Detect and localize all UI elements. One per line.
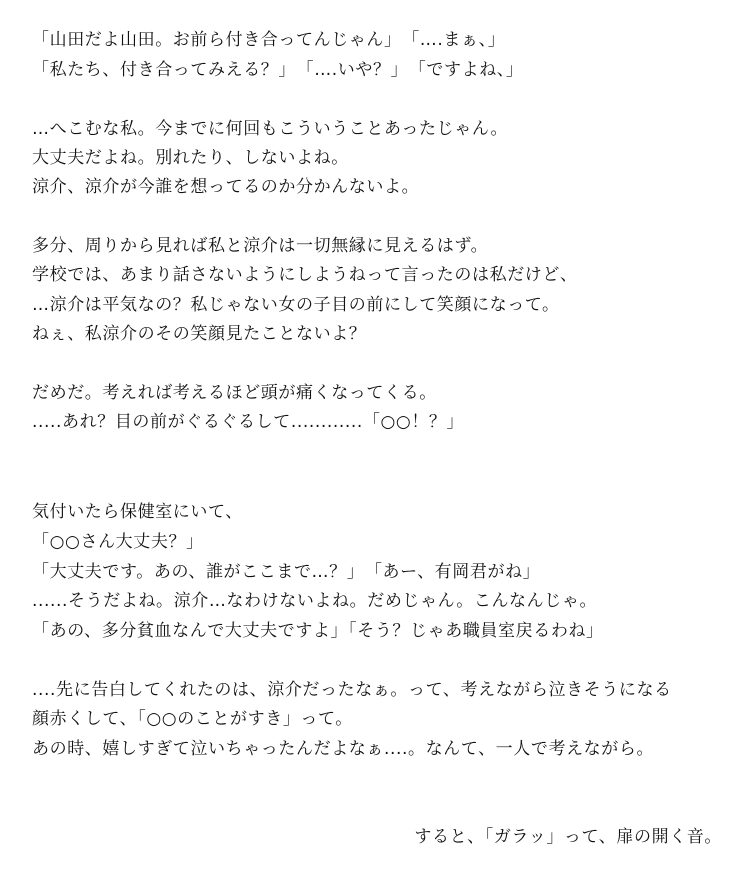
text-line: 「○○さん大丈夫？」: [32, 532, 204, 552]
text-line: 大丈夫だよね。別れたり、しないよね。: [32, 148, 349, 168]
text-line: 「あの、多分貧血なんで大丈夫ですよ」「そう？じゃあ職員室戻るわね」: [32, 621, 604, 641]
text-line: .....あれ？目の前がぐるぐるして............「○○！？」: [32, 412, 465, 432]
text-line: …へこむな私。今までに何回もこういうことあったじゃん。: [32, 119, 509, 139]
text-line: 「私たち、付き合ってみえる？」 「….いや？」 「ですよね、」: [32, 60, 524, 80]
text-line: …涼介は平気なの？私じゃない女の子目の前にして笑顔になって。: [32, 295, 560, 315]
text-line: 多分、周りから見れば私と涼介は一切無縁に見えるはず。: [32, 236, 489, 256]
text-line: ねぇ、私涼介のその笑顔見たことないよ？: [32, 324, 367, 344]
text-line: 顔赤くして、「○○のことがすき」って。: [32, 709, 353, 729]
text-line: ....先に告白してくれたのは、涼介だったなぁ。って、考えながら泣きそうになる: [32, 680, 672, 700]
text-line: ......そうだよね。涼介…なわけないよね。だめじゃん。こんなんじゃ。: [32, 591, 598, 611]
text-line: 「大丈夫です。あの、誰がここまで…？」 「あー、有岡君がね」: [32, 562, 541, 582]
text-line-closing: すると、「ガラッ」って、扉の開く音。: [414, 827, 722, 847]
text-line: 「山田だよ山田。お前ら付き合ってんじゃん」 「….まぁ、」: [32, 30, 506, 50]
text-line: 気付いたら保健室にいて、: [32, 502, 243, 522]
text-line: 涼介、涼介が今誰を想ってるのか分かんないよ。: [32, 177, 420, 197]
text-line: あの時、嬉しすぎて泣いちゃったんだよなぁ....。なんて、一人で考えながら。: [32, 739, 655, 759]
text-line: だめだ。考えれば考えるほど頭が痛くなってくる。: [32, 383, 437, 403]
text-line: 学校では、あまり話さないようにしようねって言ったのは私だけど、: [32, 265, 578, 285]
